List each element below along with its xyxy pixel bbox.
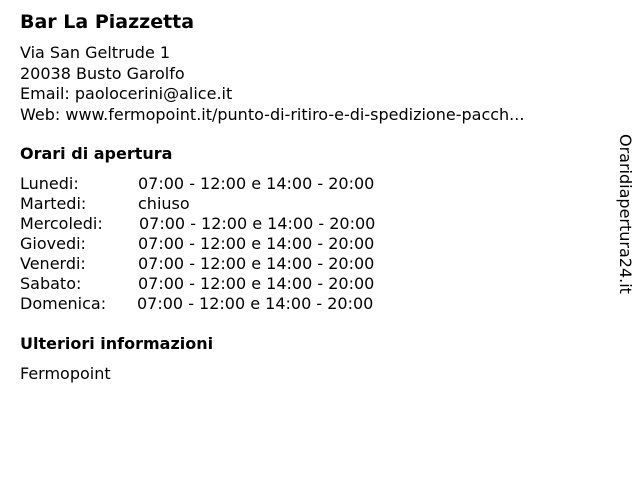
time-value: 07:00 - 12:00 e 14:00 - 20:00 xyxy=(139,214,376,233)
time-value: 07:00 - 12:00 e 14:00 - 20:00 xyxy=(137,294,374,313)
email-line[interactable]: Email: paolocerini@alice.it xyxy=(20,84,233,103)
address-street: Via San Geltrude 1 xyxy=(20,43,171,62)
hours-heading: Orari di apertura xyxy=(20,144,173,163)
site-watermark: Oraridiapertura24.it xyxy=(616,134,635,294)
time-value: 07:00 - 12:00 e 14:00 - 20:00 xyxy=(138,254,375,273)
day-label: Lunedi: xyxy=(20,174,79,193)
info-text: Fermopoint xyxy=(20,364,111,383)
web-line[interactable]: Web: www.fermopoint.it/punto-di-ritiro-e-di-spedizione-pacch... xyxy=(20,104,525,124)
day-label: Sabato: xyxy=(20,274,82,293)
day-label: Mercoledi: xyxy=(20,214,103,233)
time-value: chiuso xyxy=(138,194,190,213)
time-value: 07:00 - 12:00 e 14:00 - 20:00 xyxy=(138,174,375,193)
day-label: Venerdi: xyxy=(20,254,86,273)
business-name: Bar La Piazzetta xyxy=(20,11,195,33)
day-label: Domenica: xyxy=(20,294,107,313)
time-value: 07:00 - 12:00 e 14:00 - 20:00 xyxy=(138,234,375,253)
address-city: 20038 Busto Garolfo xyxy=(20,63,185,83)
contact-block xyxy=(20,43,524,125)
time-value: 07:00 - 12:00 e 14:00 - 20:00 xyxy=(138,274,375,293)
day-label: Giovedi: xyxy=(20,234,86,253)
info-heading: Ulteriori informazioni xyxy=(20,334,214,353)
day-label: Martedi: xyxy=(20,194,87,213)
